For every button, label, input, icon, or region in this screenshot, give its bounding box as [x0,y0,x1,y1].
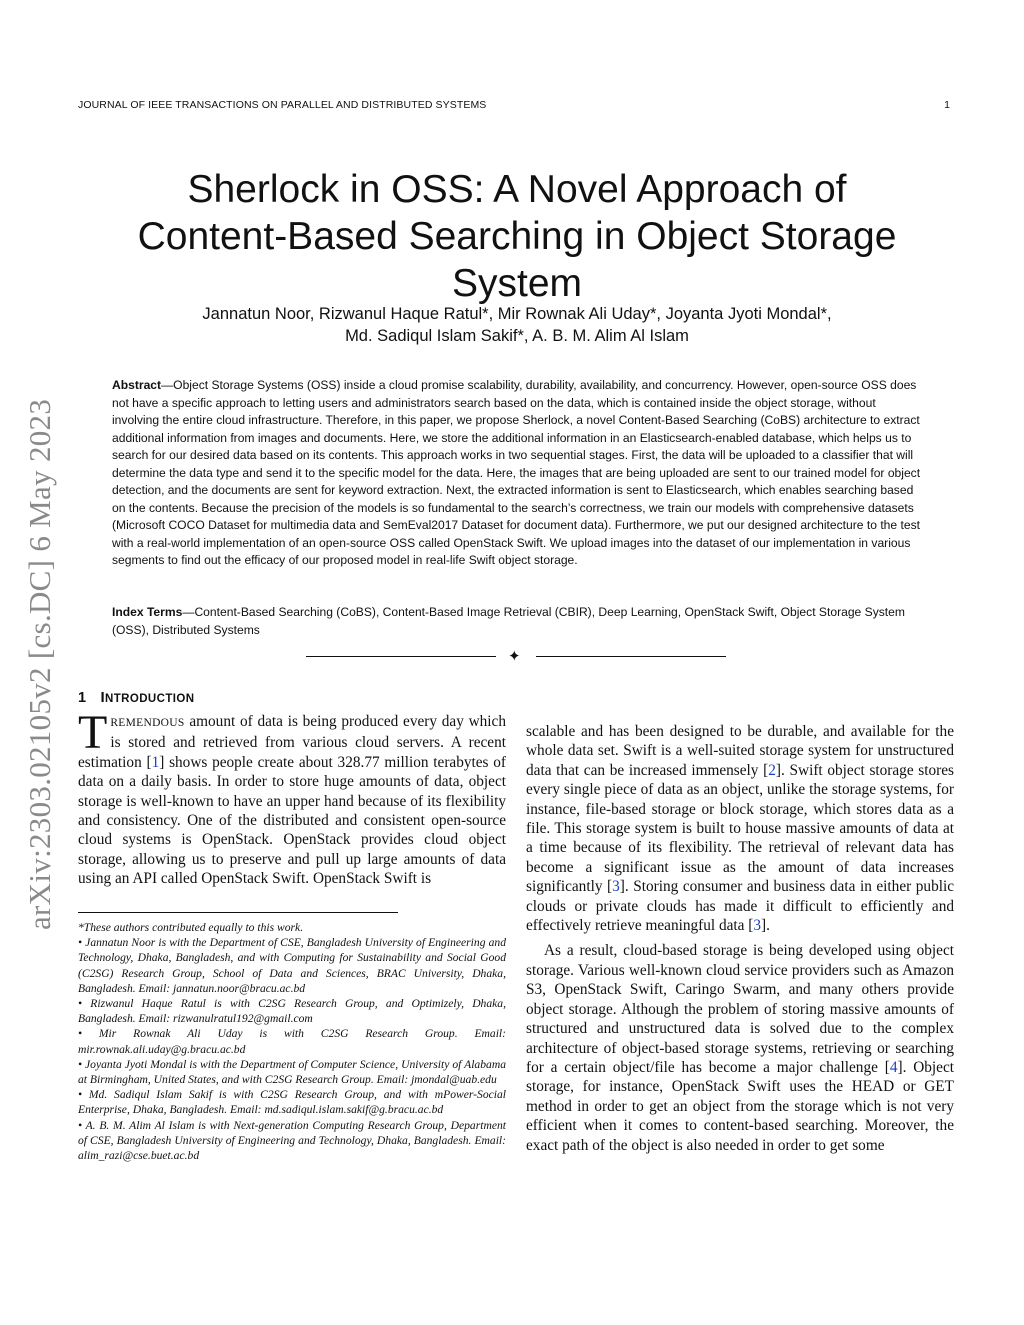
footnote: • Mir Rownak Ali Uday is with C2SG Research Group. Email: mir.rownak.ali.uday@g.bracu.ac.bd [78,1027,506,1056]
drop-cap-continuation: REMENDOUS [110,717,185,729]
citation-link[interactable]: 1 [151,753,160,771]
footnote: • Jannatun Noor is with the Department of CSE, Bangladesh University of Engineering and Technology, Dhaka, Bangladesh, and with Computing for Sustainability and Social Good (C2SG) Research Group, School of Data and Sciences, BRAC University, Dhaka, Bangladesh. Email: jannatun.noor@bracu.ac.bd [78,936,506,995]
footnote: *These authors contributed equally to this work. [78,921,304,934]
paragraph-text: scalable and has been designed to be durable, and available for the whole data set. Swift is a well-suited storage system for unstructured data that can be increased immensely [ [526,723,954,779]
index-terms [112,604,924,639]
footnote: • Rizwanul Haque Ratul is with C2SG Research Group, and Optimizely, Dhaka, Bangladesh. Email: rizwanulratul192@gmail.com [78,997,506,1026]
left-column [78,706,506,889]
body-paragraph [526,941,954,1154]
author-list [110,303,924,347]
citation-link[interactable]: 3 [612,878,620,896]
citation-link[interactable]: 3 [753,917,762,935]
intro-paragraph [78,706,506,889]
paper-title [110,166,924,307]
section-title-rest: NTRODUCTION [105,693,195,705]
abstract-label: Abstract [112,378,162,392]
footnote: • A. B. M. Alim Al Islam is with Next-generation Computing Research Group, Department of CSE, Bangladesh University of Engineering and Technology, Dhaka, Bangladesh. Email: alim_razi@cse.buet.ac.bd [78,1118,506,1163]
arxiv-stamp: arXiv:2303.02105v2 [cs.DC] 6 May 2023 [22,398,57,930]
title-line: Content-Based Searching in Object Storage [137,215,897,259]
index-terms-label: Index Terms [112,605,183,619]
body-paragraph [526,722,954,935]
paragraph-text: ]. Swift object storage stores every single piece of data as an object, unlike the storage systems, for instance, file-based storage or block storage, which stores data as a file. This storage system is built to house massive amounts of data at a time because of its flexibility. The retrieval of relevant data has become a significant issue as the amount of data increases significantly [ [526,761,954,896]
title-line: Sherlock in OSS: A Novel Approach of [187,168,847,212]
section-title-initial: I [100,689,106,706]
divider-rule-right [536,656,726,657]
divider-rule-left [306,656,496,657]
abstract [112,377,924,570]
right-column [526,722,954,1155]
index-terms-text: —Content-Based Searching (CoBS), Content-Based Image Retrieval (CBIR), Deep Learning, OpenStack Swift, Object Storage System (OSS), Distributed Systems [112,605,905,637]
paragraph-text: amount of data is being produced every day which is stored and retrieved from various cloud servers. A recent estimation [ [78,713,506,771]
abstract-text: —Object Storage Systems (OSS) inside a cloud promise scalability, durability, availability, and concurrency. However, open-source OSS does not have a specific approach to letting users and administrators search based on the data, which is contained inside the object storage, without involving the entire cloud infrastructure. Therefore, in this paper, we propose Sherlock, a novel Content-Based Searching (CoBS) architecture to extract additional information from images and documents. Here, we store the additional information in an Elasticsearch-enabled database, which helps us to search for our desired data based on its contents. This approach works in two sequential stages. First, the data will be uploaded to a classifier that will determine the data type and send it to the specific model for the data. Here, the images that are being uploaded are sent to our trained model for object detection, and the documents are sent for keyword extraction. Next, the extracted information is sent to Elasticsearch, which enables searching based on the contents. Because the precision of the models is so fundamental to the search’s correctness, we train our models with comprehensive datasets (Microsoft COCO Dataset for multimedia data and SemEval2017 Dataset for document data). Furthermore, we put our designed architecture to the test with a real-world implementation of an open-source OSS called OpenStack Swift. We upload images into the dataset of our implementation in various segments to find out the efficacy of our proposed model in real-life Swift object storage. [112,378,921,567]
paragraph-text: As a result, cloud-based storage is being developed using object storage. Various well-known cloud service providers such as Amazon S3, OpenStack Swift, Caringo Swarm, and many others provide object storage. Although the problem of storing massive amounts of structured and unstructured data is solved due to the complex architecture of object-based storage systems, retrieving or searching for a certain object/file has become a major challenge [ [526,942,954,1076]
diamond-icon: ✦ [508,649,521,665]
running-head: JOURNAL OF IEEE TRANSACTIONS ON PARALLEL AND DISTRIBUTED SYSTEMS [78,99,487,111]
footnote-rule [78,912,398,913]
section-heading [78,689,194,706]
paragraph-text: ]. [761,917,770,935]
footnote: • Joyanta Jyoti Mondal is with the Department of Computer Science, University of Alabama at Birmingham, United States, and with C2SG Research Group. Email: jmondal@uab.edu [78,1057,506,1087]
section-divider [306,648,726,666]
footnotes [78,920,506,1163]
section-number: 1 [78,690,87,706]
drop-cap: T [78,706,108,759]
footnote: • Md. Sadiqul Islam Sakif is with C2SG Research Group, and with mPower-Social Enterprise, Dhaka, Bangladesh. Email: md.sadiqul.islam.sakif@g.bracu.ac.bd [78,1088,506,1117]
page-number: 1 [944,99,950,111]
paragraph-text: ]. Storing consumer and business data in either public clouds or private clouds has made it difficult to efficiently and effectively retrieve meaningful data [ [526,878,955,935]
citation-link[interactable]: 4 [889,1058,898,1076]
author-line: Md. Sadiqul Islam Sakif*, A. B. M. Alim Al Islam [345,327,689,345]
title-line: System [451,262,583,306]
author-line: Jannatun Noor, Rizwanul Haque Ratul*, Mir Rownak Ali Uday*, Joyanta Jyoti Mondal*, [202,305,832,323]
paragraph-text: ]. Object storage, for instance, OpenStack Swift uses the HEAD or GET method in order to get an object from the storage which is not very efficient when it comes to content-based searching. Moreover, the exact path of the object is also needed in order to get some [526,1058,954,1154]
citation-link[interactable]: 2 [768,761,776,779]
paragraph-text: ] shows people create about 328.77 million terabytes of data on a daily basis. In order to store huge amounts of data, object storage is well-known to have an upper hand because of its flexibility and consistency. One of the distributed and consistent open-source cloud systems is OpenStack. OpenStack provides cloud object storage, allowing us to preserve and pull up large amounts of data using an API called OpenStack Swift. OpenStack Swift is [78,753,506,888]
